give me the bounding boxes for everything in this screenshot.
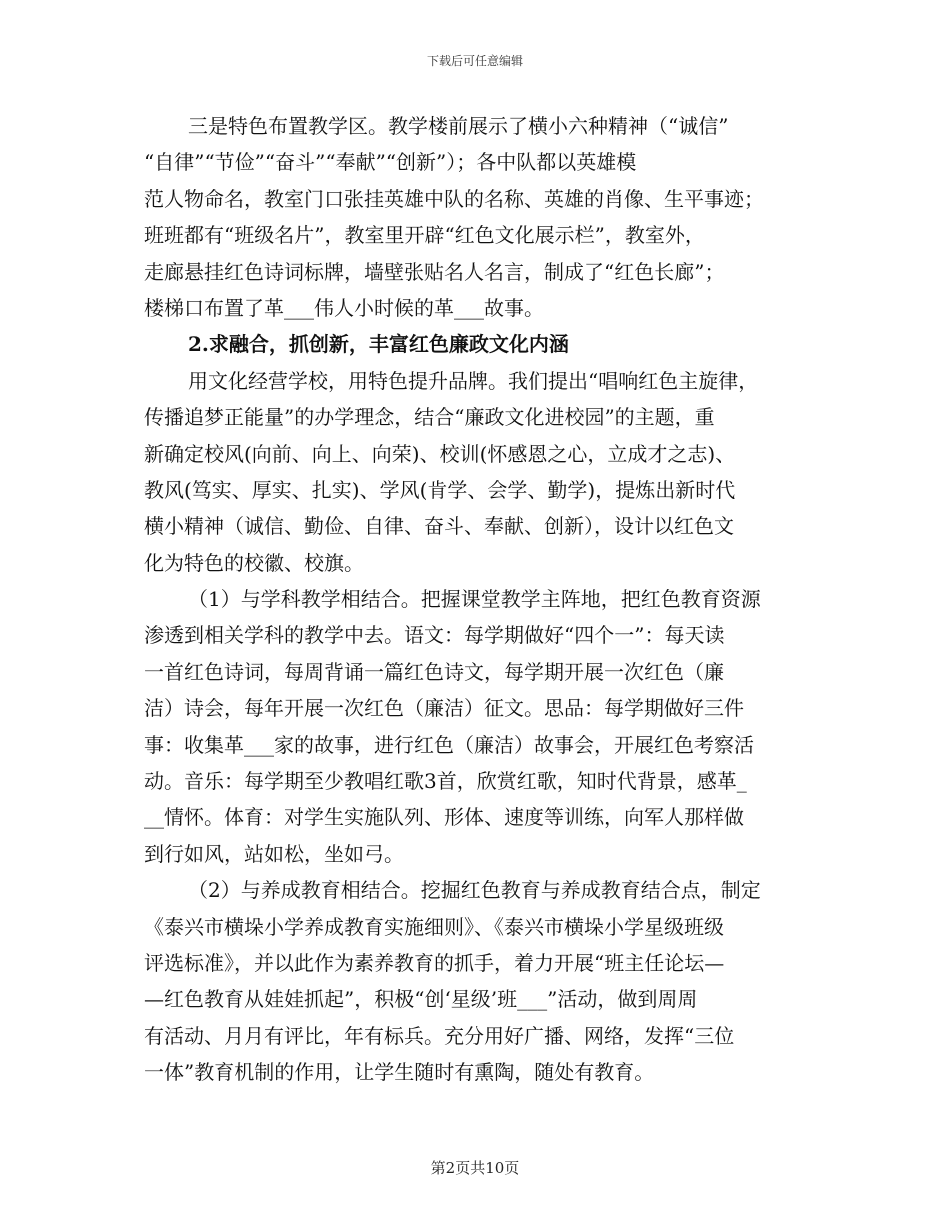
text-line: 班班都有“班级名片”，教室里开辟“红色文化展示栏”，教室外， (144, 223, 705, 248)
page-header: 下载后可任意编辑 (426, 54, 523, 68)
text-line: 一首红色诗词，每周背诵一篇红色诗文，每学期开展一次红色（廉 (144, 659, 724, 684)
text-line: 范人物命名，教室门口张挂英雄中队的名称、英雄的肖像、生平事迹； (144, 186, 764, 211)
text-line: 新确定校风(向前、向上、向荣)、校训(怀感恩之心，立成才之志)、 (144, 441, 736, 466)
text-line: 走廊悬挂红色诗词标牌，墙壁张贴名人名言，制成了“红色长廊”； (144, 259, 725, 284)
text-line: 到行如风，站如松，坐如弓。 (144, 841, 404, 866)
text-line: 《泰兴市横垛小学养成教育实施细则》、《泰兴市横垛小学星级班级 (144, 914, 724, 939)
text-line: （2）与养成教育相结合。挖掘红色教育与养成教育结合点，制定 (188, 878, 761, 903)
document-body (144, 108, 810, 1091)
text-line: 渗透到相关学科的教学中去。语文：每学期做好“四个一”：每天读 (144, 623, 725, 648)
page-number: 第2页共10页 (430, 1159, 520, 1177)
text-line: 有活动、月月有评比，年有标兵。充分用好广播、网络，发挥“三位 (144, 1023, 735, 1048)
text-line: __情怀。体育：对学生实施队列、形体、速度等训练，向军人那样做 (144, 805, 744, 830)
text-line: 楼梯口布置了革___伟人小时候的革___故事。 (144, 295, 544, 320)
text-line: 一体”教育机制的作用，让学生随时有熏陶，随处有教育。 (144, 1060, 655, 1085)
text-line: （1）与学科教学相结合。把握课堂教学主阵地，把红色教育资源 (188, 587, 761, 612)
text-line: 评选标准》，并以此作为素养教育的抓手，着力开展“班主任论坛— (144, 950, 725, 975)
text-line: 洁）诗会，每年开展一次红色（廉洁）征文。思品：每学期做好三件 (144, 696, 744, 721)
text-line: 事：收集革___家的故事，进行红色（廉洁）故事会，开展红色考察活 (144, 732, 754, 757)
text-line: 横小精神（诚信、勤俭、自律、奋斗、奉献、创新），设计以红色文 (144, 514, 734, 539)
text-line: 动。音乐：每学期至少教唱红歌3首，欣赏红歌，知时代背景，感革_ (144, 769, 747, 794)
text-line: —红色教育从娃娃抓起”，积极“创‘星级’班___”活动，做到周周 (144, 987, 698, 1012)
text-line: 用文化经营学校，用特色提升品牌。我们提出“唱响红色主旋律， (188, 368, 759, 393)
text-line: “自律”“节俭”“奋斗”“奉献”“创新”）；各中队都以英雄模 (144, 150, 637, 175)
text-line: 三是特色布置教学区。教学楼前展示了横小六种精神（“诚信” (188, 114, 729, 138)
text-line: 化为特色的校徽、校旗。 (144, 550, 364, 575)
text-line: 教风(笃实、厚实、扎实)、学风(肯学、会学、勤学)，提炼出新时代 (144, 477, 736, 502)
text-line: 传播追梦正能量”的办学理念，结合“廉政文化进校园”的主题，重 (144, 405, 715, 430)
section-heading: 2.求融合，抓创新，丰富红色廉政文化内涵 (188, 332, 569, 357)
